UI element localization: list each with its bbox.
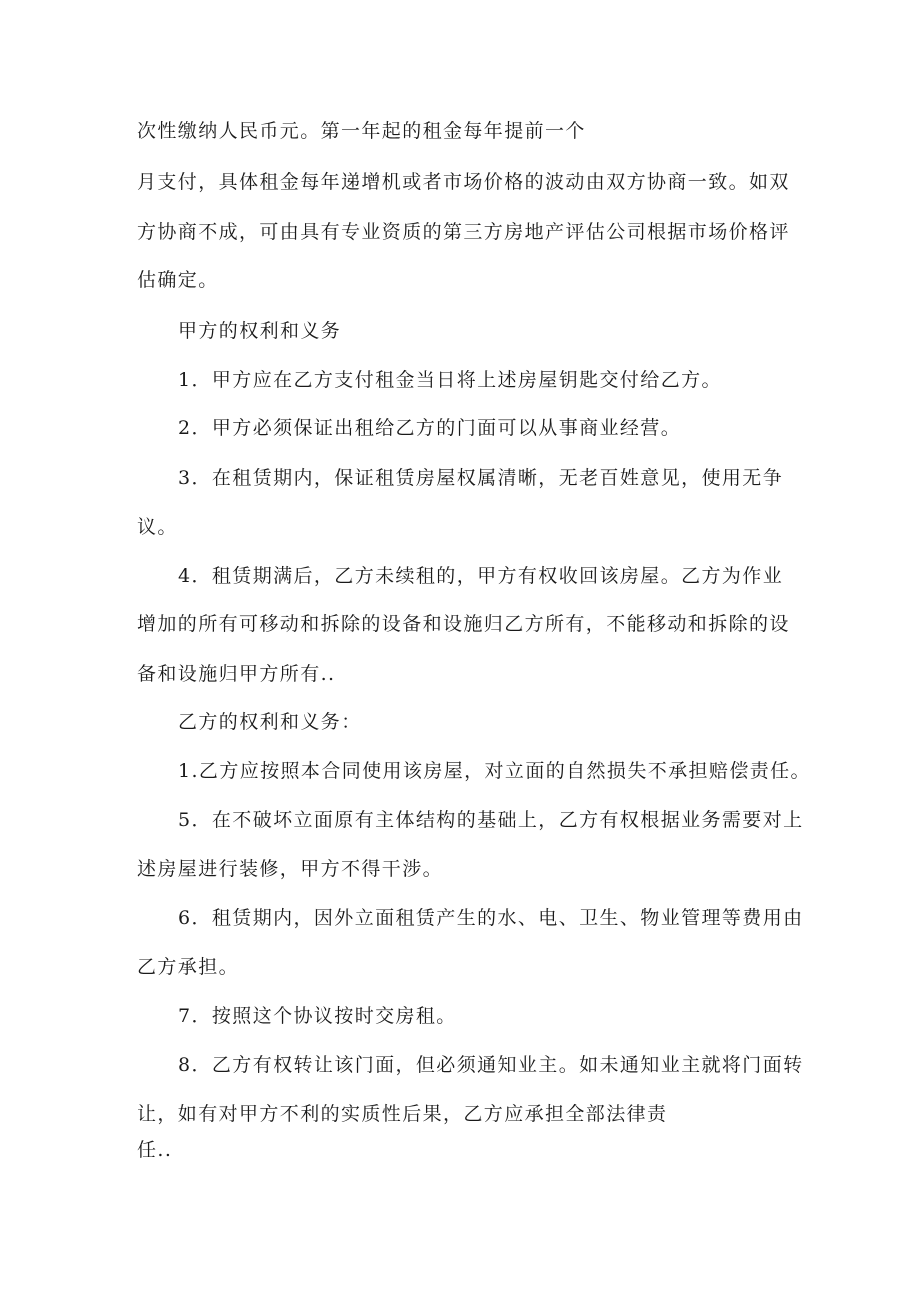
paragraph-line: 乙方承担。 — [137, 956, 240, 978]
paragraph-line: 6．租赁期内，因外立面租赁产生的水、电、卫生、物业管理等费用由 — [178, 907, 804, 929]
paragraph-line: 方协商不成，可由具有专业资质的第三方房地产评估公司根据市场价格评 — [137, 221, 790, 243]
paragraph-line: 月支付，具体租金每年递增机或者市场价格的波动由双方协商一致。如双 — [137, 171, 790, 193]
paragraph-line: 1.乙方应按照本合同使用该房屋，对立面的自然损失不承担赔偿责任。 — [178, 760, 811, 782]
paragraph-line: 估确定。 — [137, 269, 219, 291]
paragraph-line: 议。 — [137, 516, 178, 538]
paragraph-line: 增加的所有可移动和拆除的设备和设施归乙方所有，不能移动和拆除的设 — [137, 613, 790, 635]
section-heading-party-a: 甲方的权利和义务 — [178, 320, 342, 342]
paragraph-line: 7．按照这个协议按时交房租。 — [178, 1005, 457, 1027]
paragraph-line: 4．租赁期满后，乙方未续租的，甲方有权收回该房屋。乙方为作业 — [178, 565, 784, 587]
paragraph-line: 述房屋进行装修，甲方不得干涉。 — [137, 858, 444, 880]
paragraph-line: 2．甲方必须保证出租给乙方的门面可以从事商业经营。 — [178, 417, 682, 439]
paragraph-line: 让，如有对甲方不利的实质性后果，乙方应承担全部法律责 — [137, 1103, 668, 1125]
paragraph-line: 1．甲方应在乙方支付租金当日将上述房屋钥匙交付给乙方。 — [178, 369, 722, 391]
paragraph-line: 次性缴纳人民币元。第一年起的租金每年提前一个 — [137, 120, 586, 142]
paragraph-line: 8．乙方有权转让该门面，但必须通知业主。如未通知业主就将门面转 — [178, 1054, 804, 1076]
paragraph-line: 任.. — [137, 1139, 173, 1161]
paragraph-line: 5．在不破坏立面原有主体结构的基础上，乙方有权根据业务需要对上 — [178, 809, 804, 831]
section-heading-party-b: 乙方的权利和义务： — [178, 711, 362, 733]
paragraph-line: 备和设施归甲方所有.. — [137, 663, 336, 685]
paragraph-line: 3．在租赁期内，保证租赁房屋权属清晰，无老百姓意见，使用无争 — [178, 467, 784, 489]
